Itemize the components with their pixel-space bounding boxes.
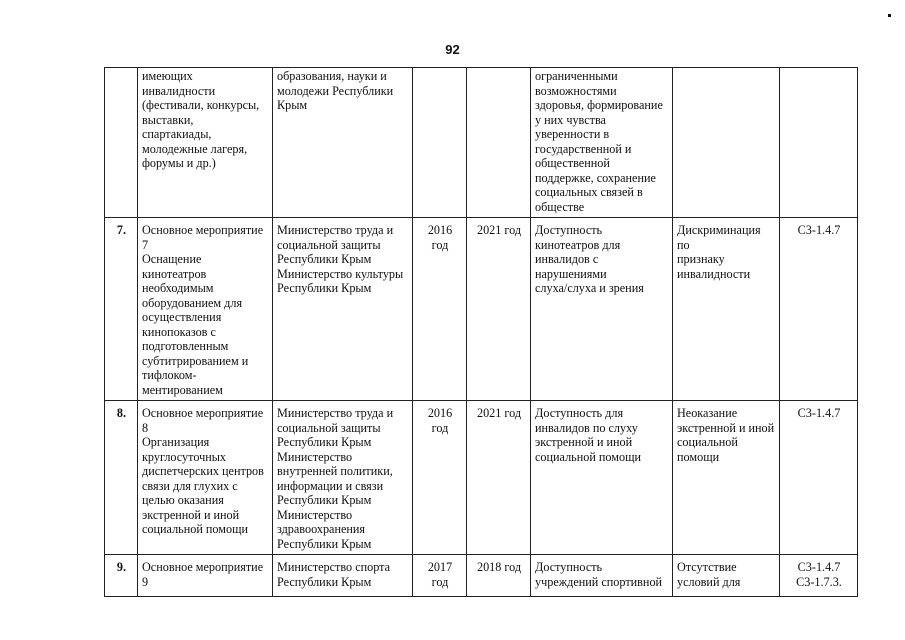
risk-cell (673, 68, 780, 218)
risk-cell: Отсутствие условий для (673, 555, 780, 597)
start-year-cell: 2016 год (413, 218, 467, 401)
risk-cell: Дискриминация по признаку инвалидности (673, 218, 780, 401)
table-row (105, 68, 858, 218)
row-number (105, 68, 138, 218)
start-year-cell: 2017 год (413, 555, 467, 597)
page-number: 92 (445, 42, 460, 57)
measure-cell: Основное мероприятие 8 Организация круглосуточных диспетчерских центров связи для глухих с целью оказания экстренной и иной социальной помощи (138, 401, 273, 555)
code-cell: С3-1.4.7 (780, 401, 858, 555)
start-year-cell (413, 68, 467, 218)
risk-cell: Неоказание экстренной и иной социальной помощи (673, 401, 780, 555)
executor-cell: образования, науки и молодежи Республики Крым (273, 68, 413, 218)
measure-cell: Основное мероприятие 9 (138, 555, 273, 597)
result-cell: Доступность для инвалидов по слуху экстренной и иной социальной помощи (531, 401, 673, 555)
measure-cell: имеющих инвалидности (фестивали, конкурсы, выставки, спартакиады, молодежные лагеря, форумы и др.) (138, 68, 273, 218)
table-row (105, 218, 858, 401)
corner-dot (888, 14, 891, 17)
code-cell: С3-1.4.7 (780, 218, 858, 401)
start-year-cell: 2016 год (413, 401, 467, 555)
row-number: 8. (105, 401, 138, 555)
executor-cell: Министерство труда и социальной защиты Республики Крым Министерство культуры Республики Крым (273, 218, 413, 401)
result-cell: ограниченными возможностями здоровья, формирование у них чувства уверенности в государственной и общественной поддержке, сохранение социальных связей в обществе (531, 68, 673, 218)
executor-cell: Министерство труда и социальной защиты Республики Крым Министерство внутренней политики, информации и связи Республики Крым Министерство здравоохранения Республики Крым (273, 401, 413, 555)
code-cell (780, 68, 858, 218)
measures-table (104, 67, 858, 597)
measure-cell: Основное мероприятие 7 Оснащение кинотеатров необходимым оборудованием для осуществления кинопоказов с подготовленным субтитрированием и тифлоком- ментированием (138, 218, 273, 401)
table-row (105, 555, 858, 597)
result-cell: Доступность кинотеатров для инвалидов с нарушениями слуха/слуха и зрения (531, 218, 673, 401)
code-cell: С3-1.4.7 С3-1.7.3. (780, 555, 858, 597)
end-year-cell: 2021 год (467, 218, 531, 401)
executor-cell: Министерство спорта Республики Крым (273, 555, 413, 597)
table-row (105, 401, 858, 555)
row-number: 7. (105, 218, 138, 401)
end-year-cell: 2021 год (467, 401, 531, 555)
result-cell: Доступность учреждений спортивной (531, 555, 673, 597)
end-year-cell (467, 68, 531, 218)
end-year-cell: 2018 год (467, 555, 531, 597)
row-number: 9. (105, 555, 138, 597)
